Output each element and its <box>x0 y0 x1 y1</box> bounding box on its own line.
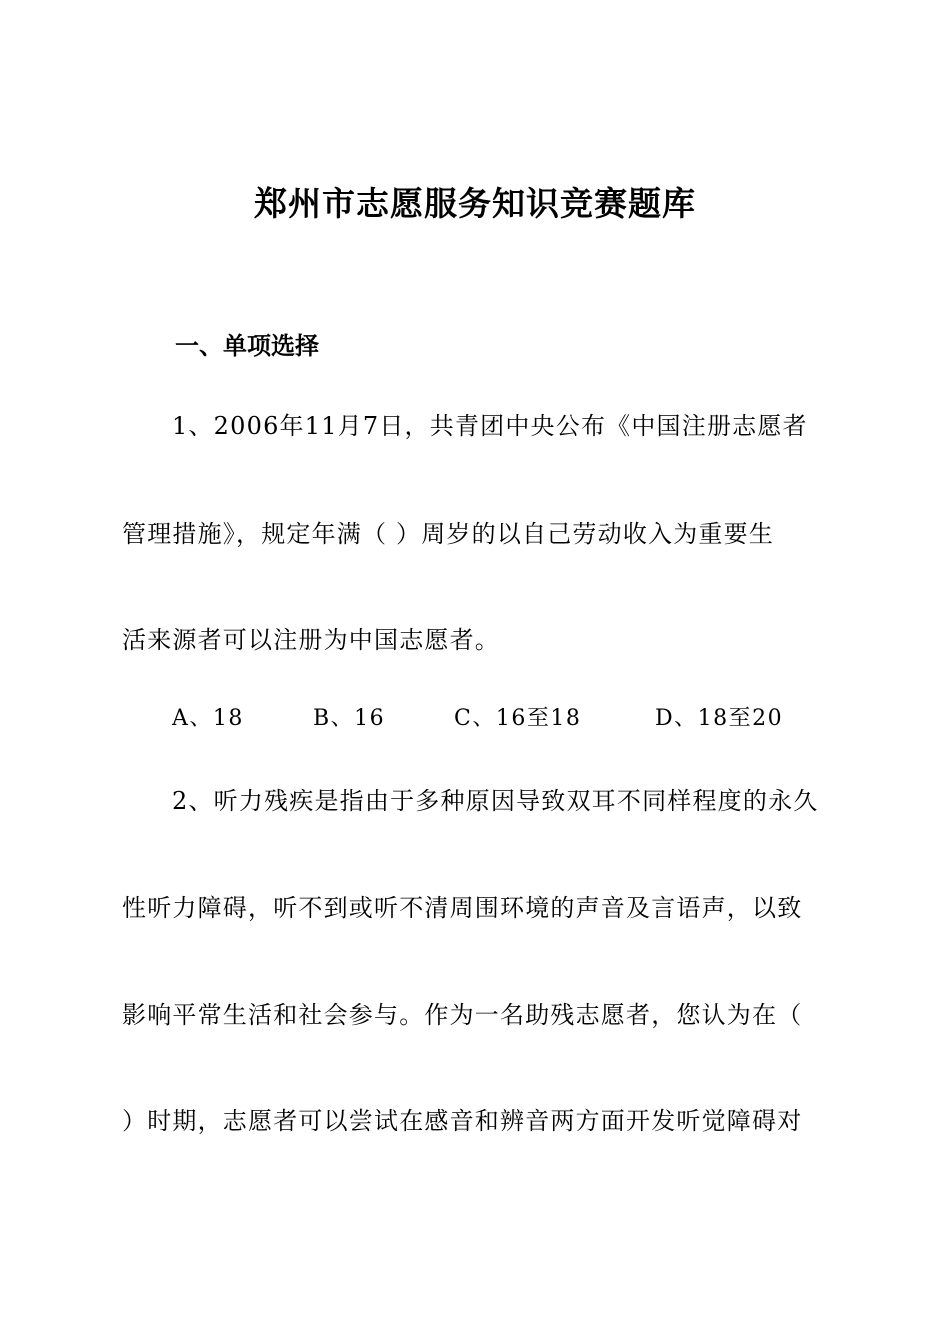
option-b: B、16 <box>313 706 386 731</box>
option-c: C、16至18 <box>454 706 582 731</box>
document-title: 郑州市志愿服务知识竞赛题库 <box>254 184 696 223</box>
question-1-line-2: 管理措施》，规定年满（ ）周岁的以自己劳动收入为重要生 <box>122 520 775 548</box>
question-2-line-4: ）时期，志愿者可以尝试在感音和辨音两方面开发听觉障碍对 <box>122 1107 803 1135</box>
section-heading: 一、单项选择 <box>175 332 319 360</box>
question-1-line-1: 1、2006年11月7日，共青团中央公布《中国注册志愿者 <box>172 412 808 440</box>
question-2-line-2: 性听力障碍，听不到或听不清周围环境的声音及言语声，以致 <box>122 894 803 922</box>
option-a: A、18 <box>172 706 244 731</box>
question-2-line-3: 影响平常生活和社会参与。作为一名助残志愿者，您认为在（ <box>122 1001 803 1029</box>
question-2-line-1: 2、听力残疾是指由于多种原因导致双耳不同样程度的永久 <box>172 787 819 815</box>
option-d: D、18至20 <box>655 706 784 731</box>
question-1-line-3: 活来源者可以注册为中国志愿者。 <box>122 626 500 654</box>
question-1-options <box>0 701 950 735</box>
